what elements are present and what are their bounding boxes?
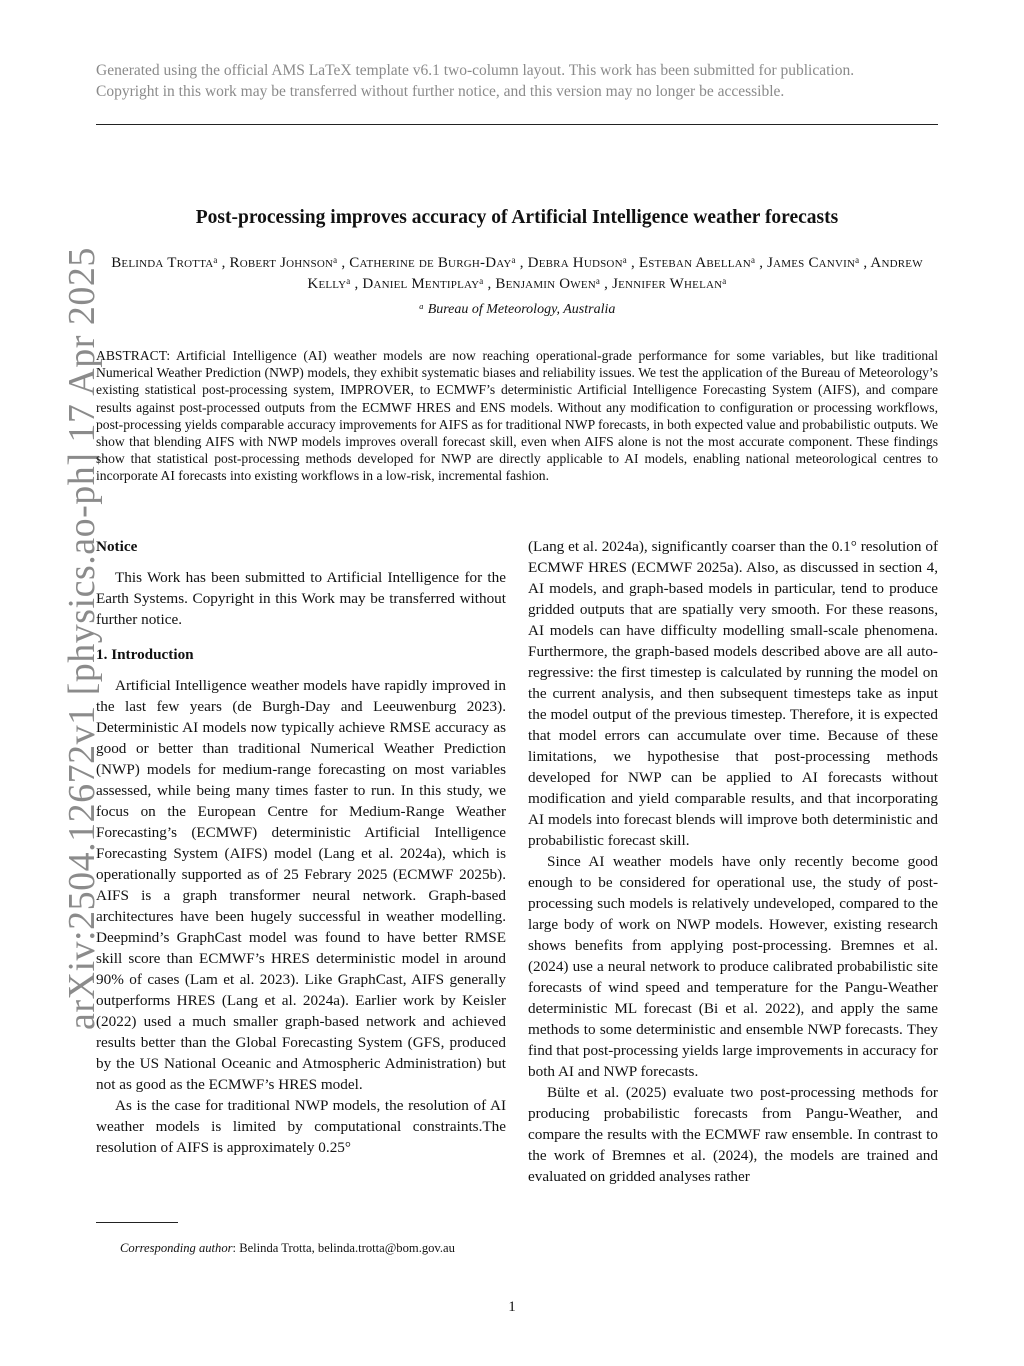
footnote-divider (96, 1222, 178, 1223)
corresponding-author-footnote (120, 1241, 520, 1256)
paper-title: Post-processing improves accuracy of Artificial Intelligence weather forecasts (195, 207, 839, 228)
intro-paragraph-3: Since AI weather models have only recently become good enough to be considered for operational use, the study of post-processing such models is relatively undeveloped, compared to the large body of work on NWP models. However, existing research shows benefits from applying post-processing. Bremnes et al. (2024) use a neural network to produce calibrated probabilistic site forecasts of wind speed and temperature for the Pangu-Weather deterministic ML forecast (Bi et al. 2022), and apply the same methods to some deterministic and ensemble NWP forecasts. They find that post-processing yields large improvements in accuracy for both AI and NWP forecasts. (528, 853, 938, 1080)
header-divider (96, 124, 938, 125)
template-notice: Generated using the official AMS LaTeX template v6.1 two-column layout. This work has been submitted for publication. Copyright in this work may be transferred without further notice, and this version may no longer be accessible. (96, 62, 855, 100)
footnote-label: Corresponding author (120, 1241, 233, 1255)
notice-paragraph: This Work has been submitted to Artificial Intelligence for the Earth Systems. Copyright in this Work may be transferred without further notice. (96, 569, 506, 628)
right-column (528, 536, 938, 1187)
affiliation: ᵃ Bureau of Meteorology, Australia (418, 302, 616, 317)
arxiv-identifier: arXiv:2504.12672v1 [physics.ao-ph] 17 Apr 2025 (61, 247, 103, 1030)
author-list: Belinda Trottaᵃ , Robert Johnsonᵃ , Catherine de Burgh-Dayᵃ , Debra Hudsonᵃ , Esteban Abellanᵃ , James Canvinᵃ , Andrew Kellyᵃ , Daniel Mentiplayᵃ , Benjamin Owenᵃ , Jennifer Whelanᵃ (111, 255, 923, 292)
intro-paragraph-2: As is the case for traditional NWP models, the resolution of AI weather models is limited by computational constraints.The resolution of AIFS is approximately 0.25° (96, 1097, 506, 1156)
page-number: 1 (508, 1299, 516, 1315)
abstract: ABSTRACT: Artificial Intelligence (AI) weather models are now reaching operational-grade performance for some variables, but like traditional Numerical Weather Prediction (NWP) models, they exhibit systematic biases and reliability issues. We test the application of the Bureau of Meteorology’s existing statistical post-processing system, IMPROVER, to ECMWF’s deterministic Artificial Intelligence Forecasting System (AIFS), and compare results against post-processed outputs from the ECMWF HRES and ENS models. Without any modification to configuration or processing workflows, post-processing yields comparable accuracy improvements for AIFS as for traditional NWP forecasts, in both expected value and probabilistic outputs. We show that blending AIFS with NWP models improves overall forecast skill, even when AIFS alone is not the most accurate component. These findings show that statistical post-processing methods developed for NWP are directly applicable to AI models, enabling national meteorological centres to incorporate AI forecasts into existing workflows in a low-risk, incremental fashion. (96, 348, 938, 484)
intro-paragraph-1: Artificial Intelligence weather models have rapidly improved in the last few years (de Burgh-Day and Leeuwenburg 2023). Deterministic AI models now typically achieve RMSE accuracy as good or better than traditional Numerical Weather Prediction (NWP) models for medium-range forecasting on most variables assessed, while being many times faster to run. In this study, we focus on the European Centre for Medium-Range Weather Forecasting’s (ECMWF) deterministic Artificial Intelligence Forecasting System (AIFS) model (Lang et al. 2024a), which is operationally supported as of 25 Febrary 2025 (ECMWF 2025b). AIFS is a graph transformer neural network. Graph-based architectures have been hugely successful in weather modelling. Deepmind’s GraphCast model was found to have better RMSE skill score than ECMWF’s HRES deterministic model in around 90% of cases (Lam et al. 2023). Like GraphCast, AIFS generally outperforms HRES (Lang et al. 2024a). Earlier work by Keisler (2022) used a much smaller graph-based network and achieved results better than the Global Forecasting System (GFS, produced by the US National Oceanic and Atmospheric Administration) but not as good as the ECMWF’s HRES model. (96, 677, 506, 1093)
left-column (96, 536, 506, 1158)
footnote-text: : Belinda Trotta, belinda.trotta@bom.gov.au (232, 1241, 455, 1255)
notice-heading: Notice (96, 538, 138, 555)
intro-paragraph-4: Bülte et al. (2025) evaluate two post-processing methods for producing probabilistic forecasts from Pangu-Weather, and compare the results with the ECMWF raw ensemble. In contrast to the work of Bremnes et al. (2024), the models are trained and evaluated on gridded analyses rather (528, 1084, 938, 1185)
introduction-heading: 1. Introduction (96, 646, 194, 663)
intro-paragraph-2-continued: (Lang et al. 2024a), significantly coarser than the 0.1° resolution of ECMWF HRES (ECMWF 2025a). Also, as discussed in section 4, AI models, and graph-based models in particular, tend to produce gridded outputs that are spatially very smooth. For these reasons, AI models can have difficulty modelling small-scale phenomena. Furthermore, the graph-based models described above are all auto-regressive: the first timestep is calculated by running the model on the current analysis, and then subsequent timesteps take as input the model output of the previous timestep. Therefore, it is expected that model errors can accumulate over time. Because of these limitations, we hypothesise that post-processing methods developed for NWP can be applied to AI forecasts without modification and yield comparable results, and that incorporating AI models into forecast blends will improve both deterministic and probabilistic forecast skill. (528, 538, 938, 849)
